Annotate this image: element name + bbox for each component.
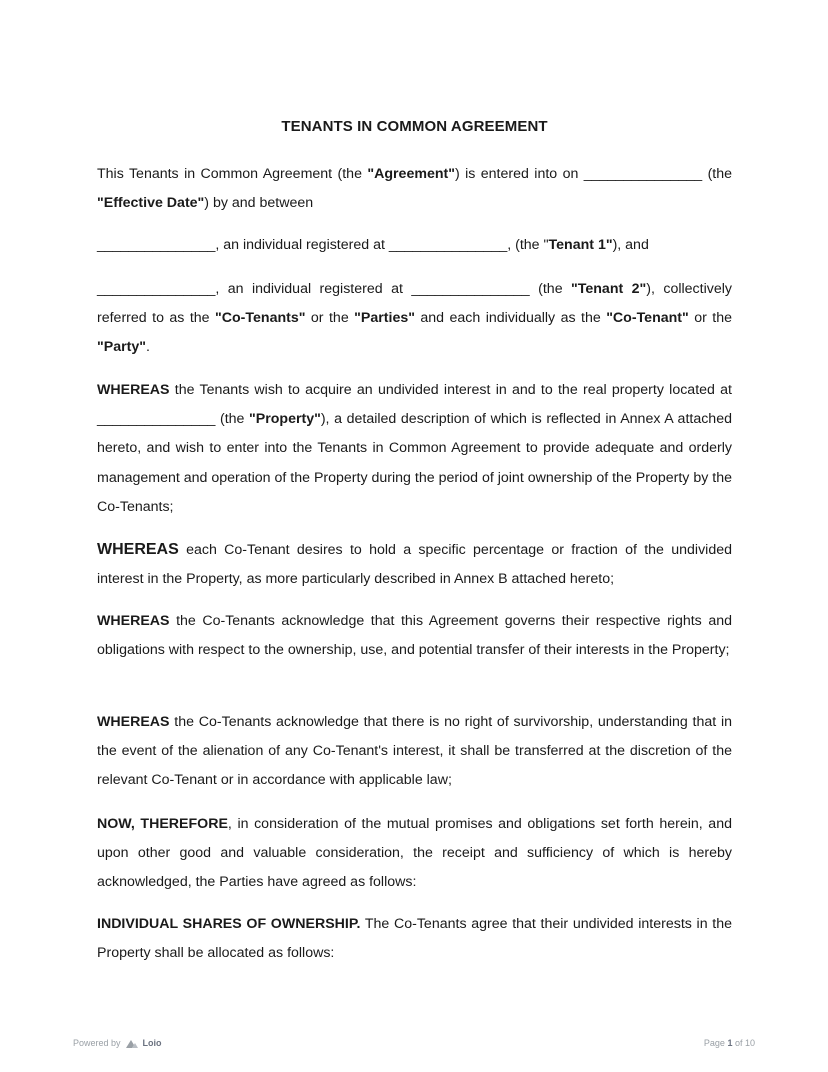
text: , (the " bbox=[507, 237, 549, 253]
text: ), and bbox=[612, 237, 649, 253]
page-total: 10 bbox=[744, 1038, 755, 1048]
whereas-rights-paragraph bbox=[97, 607, 732, 665]
defined-term: "Parties" bbox=[354, 310, 415, 327]
text: ) is entered into on bbox=[454, 166, 584, 182]
now-therefore-paragraph bbox=[97, 810, 732, 898]
shares-of-ownership-paragraph bbox=[97, 910, 732, 968]
blank-line: _______________ bbox=[97, 281, 216, 297]
defined-term: "Party" bbox=[97, 339, 146, 356]
tenant2-paragraph bbox=[97, 275, 732, 363]
text: , an individual registered at bbox=[215, 281, 412, 297]
powered-by-label: Powered by bbox=[73, 1038, 121, 1048]
blank-line: _______________ bbox=[97, 237, 216, 253]
whereas-keyword: WHEREAS bbox=[97, 541, 179, 558]
section-heading: INDIVIDUAL SHARES OF OWNERSHIP. bbox=[97, 916, 361, 932]
text: ), collectively referred to as the bbox=[97, 281, 732, 327]
whereas-property-paragraph bbox=[97, 376, 732, 522]
text: the Co-Tenants acknowledge that there is no right of survivorship, understanding that in the event of the alienation of any Co-Tenant's interest, it shall be transferred at the discretion of the relevant Co-Tenant or in accordance with applicable law; bbox=[97, 714, 732, 789]
text: The Co-Tenants agree that their undivided interests in the Property shall be allocated as follows: bbox=[97, 916, 733, 962]
text: . bbox=[145, 339, 150, 356]
intro-paragraph bbox=[97, 160, 732, 218]
text: each Co-Tenant desires to hold a specific percentage or fraction of the undivided interest in the Property, as more particularly described in Annex B attached hereto; bbox=[97, 542, 732, 588]
whereas-survivorship-paragraph bbox=[97, 708, 732, 796]
defined-term: "Co-Tenant" bbox=[606, 310, 689, 327]
blank-line: _______________ bbox=[411, 281, 530, 297]
brand-name: Loio bbox=[142, 1038, 162, 1048]
whereas-keyword: WHEREAS bbox=[97, 714, 170, 730]
text: ), a detailed description of which is reflected in Annex A attached hereto, and wish to enter into the Tenants in Common Agreement to provide adequate and orderly management and operation of the Property during the period of joint ownership of the Property by the Co-Tenants; bbox=[97, 411, 732, 515]
defined-term: "Effective Date" bbox=[97, 195, 205, 212]
text: and each individually as the bbox=[414, 310, 607, 327]
document-title: TENANTS IN COMMON AGREEMENT bbox=[281, 118, 548, 135]
text: (the bbox=[529, 281, 572, 297]
whereas-keyword: WHEREAS bbox=[97, 382, 170, 398]
text: or the bbox=[305, 310, 355, 327]
defined-term: Tenant 1" bbox=[548, 237, 613, 253]
page-of: of bbox=[732, 1038, 745, 1048]
tenant1-paragraph bbox=[97, 231, 732, 260]
text: This Tenants in Common Agreement (the bbox=[97, 166, 368, 182]
text: the Co-Tenants acknowledge that this Agreement governs their respective rights and obligations with respect to the ownership, use, and potential transfer of their interests in the Property; bbox=[97, 613, 732, 659]
text: , an individual registered at bbox=[215, 237, 389, 253]
whereas-shares-paragraph bbox=[97, 535, 732, 594]
text: (the bbox=[702, 166, 733, 182]
defined-term: "Agreement" bbox=[367, 166, 455, 182]
defined-term: "Property" bbox=[249, 411, 321, 428]
text: (the bbox=[215, 411, 250, 428]
whereas-keyword: WHEREAS bbox=[97, 613, 170, 629]
text: or the bbox=[688, 310, 732, 327]
blank-line: _______________ bbox=[388, 237, 508, 253]
powered-by-footer bbox=[73, 1038, 162, 1048]
now-therefore-keyword: NOW, THEREFORE bbox=[97, 816, 228, 832]
text: ) by and between bbox=[204, 195, 314, 212]
defined-term: "Co-Tenants" bbox=[215, 310, 306, 327]
page-prefix: Page bbox=[703, 1038, 728, 1048]
text: the Tenants wish to acquire an undivided interest in and to the real property located at bbox=[169, 382, 732, 398]
page-current: 1 bbox=[727, 1038, 733, 1048]
blank-line: _______________ bbox=[97, 411, 216, 428]
text: , in consideration of the mutual promises and obligations set forth herein, and upon other good and valuable consideration, the receipt and sufficiency of which is hereby acknowledged, the Parties have agreed as follows: bbox=[97, 816, 732, 891]
page-number bbox=[704, 1038, 755, 1048]
loio-logo-icon bbox=[126, 1039, 138, 1048]
blank-line: _______________ bbox=[583, 166, 703, 182]
defined-term: "Tenant 2" bbox=[571, 281, 647, 297]
